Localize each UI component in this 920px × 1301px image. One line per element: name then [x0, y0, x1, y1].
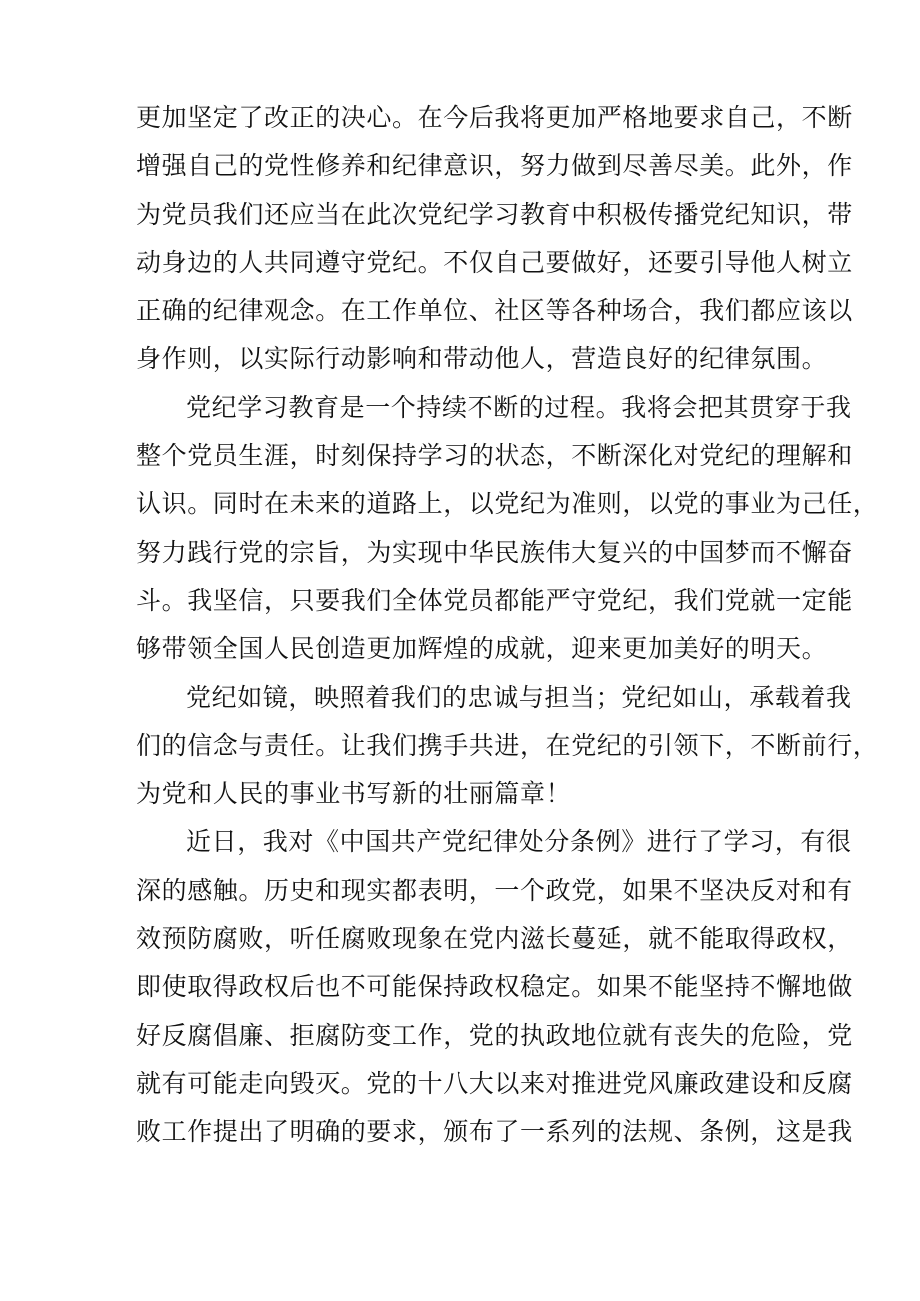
text-line: 更加坚定了改正的决心。在今后我将更加严格地要求自己，不断	[136, 103, 853, 132]
text-line: 为党和人民的事业书写新的壮丽篇章！	[136, 779, 572, 809]
text-line: 近日，我对《中国共产党纪律处分条例》进行了学习，有很	[186, 827, 852, 857]
text-line: 增强自己的党性修养和纪律意识，努力做到尽善尽美。此外，作	[136, 151, 853, 181]
text-line: 认识。同时在未来的道路上，以党纪为准则，以党的事业为己任，	[136, 489, 879, 519]
text-line: 为党员我们还应当在此次党纪学习教育中积极传播党纪知识，带	[136, 199, 853, 229]
text-line: 好反腐倡廉、拒腐防变工作，党的执政地位就有丧失的危险，党	[136, 1020, 853, 1050]
text-line: 斗。我坚信，只要我们全体党员都能严守党纪，我们党就一定能	[136, 585, 853, 615]
paragraph-1	[136, 94, 853, 384]
text-line: 党纪如镜，映照着我们的忠诚与担当；党纪如山，承载着我	[186, 682, 852, 712]
text-line: 身作则，以实际行动影响和带动他人，营造良好的纪律氛围。	[136, 344, 828, 374]
text-line: 败工作提出了明确的要求，颁布了一系列的法规、条例，这是我	[136, 1117, 853, 1147]
text-line: 动身边的人共同遵守党纪。不仅自己要做好，还要引导他人树立	[136, 247, 853, 277]
text-line: 够带领全国人民创造更加辉煌的成就，迎来更加美好的明天。	[136, 634, 828, 664]
text-line: 即使取得政权后也不可能保持政权稳定。如果不能坚持不懈地做	[136, 972, 853, 1002]
text-line: 整个党员生涯，时刻保持学习的状态，不断深化对党纪的理解和	[136, 441, 853, 471]
document-body	[136, 94, 879, 1157]
text-line: 就有可能走向毁灭。党的十八大以来对推进党风廉政建设和反腐	[136, 1068, 853, 1098]
paragraph-3	[136, 674, 879, 819]
text-line: 努力践行党的宗旨，为实现中华民族伟大复兴的中国梦而不懈奋	[136, 537, 853, 567]
text-line: 深的感触。历史和现实都表明，一个政党，如果不坚决反对和有	[136, 875, 853, 905]
text-line: 们的信念与责任。让我们携手共进，在党纪的引领下，不断前行，	[136, 730, 879, 760]
text-line: 党纪学习教育是一个持续不断的过程。我将会把其贯穿于我	[186, 392, 852, 422]
paragraph-2	[136, 384, 879, 674]
text-line: 正确的纪律观念。在工作单位、社区等各种场合，我们都应该以	[136, 296, 853, 326]
text-line: 效预防腐败，听任腐败现象在党内滋长蔓延，就不能取得政权，	[136, 924, 853, 954]
paragraph-4	[136, 818, 853, 1156]
